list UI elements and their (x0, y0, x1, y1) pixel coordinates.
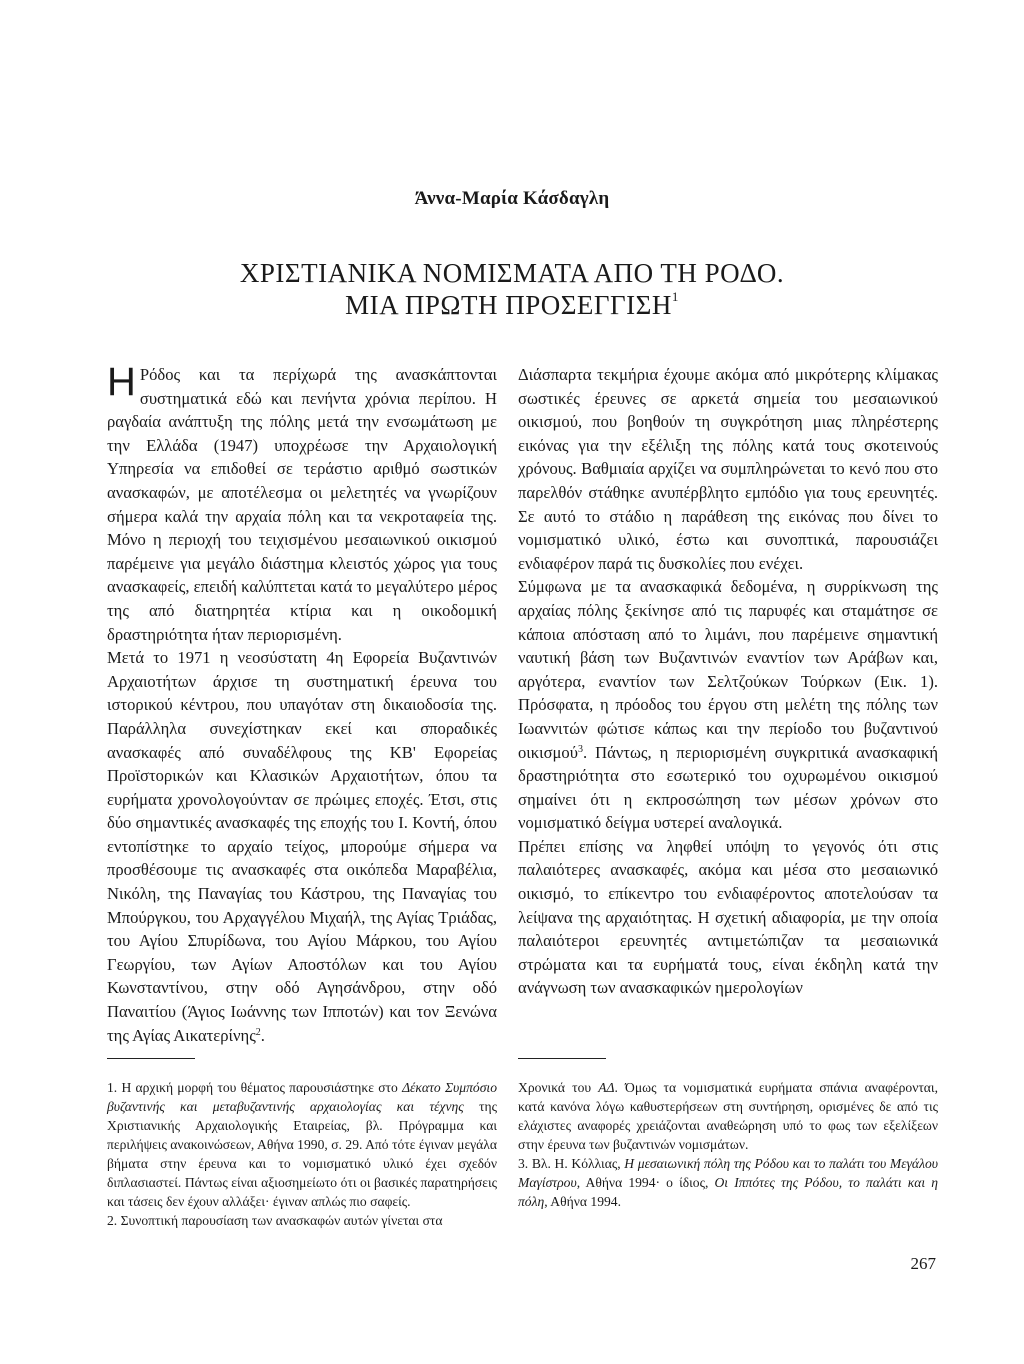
footnotes-right (518, 1078, 938, 1211)
footnote-rule-right (518, 1058, 606, 1059)
page-number: 267 (910, 1254, 936, 1273)
footnote-2-continued (518, 1078, 938, 1154)
right-paragraph-2-text: Σύμφωνα με τα ανασκαφικά δεδομένα, η συρρίκνωση της αρχαίας πόλης ξεκίνησε από τις παρυφές και σταμάτησε σε κάποια απόσταση από το λιμάνι, που παρέμεινε σημαντική ναυτική βάση των Βυζαντινών εναντίον των Αράβων και, αργότερα, εναντίον των Σελτζούκων Τούρκων (Εικ. 1). Πρόσφατα, η πρόοδος του έργου στη μελέτη της πόλης των Ιωαννιτών φώτισε κάπως και την περίοδο του βυζαντινού οικισμού (518, 577, 938, 762)
footnote-rule-left (107, 1058, 195, 1059)
footnote-3-text-a: 3. Βλ. Η. Κόλλιας, (518, 1156, 625, 1171)
author-name: Άννα-Μαρία Κάσδαγλη (414, 188, 610, 209)
right-paragraph-2-end: . Πάντως, η περιορισμένη συγκριτικά ανασκαφική δραστηριότητα στο εσωτερικό του οχυρωμένου οικισμού σημαίνει ότι η εκπροσώπηση των μέσων χρόνων στο νομισματικό δείγμα υστερεί αναλογικά. (518, 742, 938, 833)
left-paragraph-2-text: Μετά το 1971 η νεοσύστατη 4η Εφορεία Βυζαντινών Αρχαιοτήτων άρχισε τη συστηματική έρευνα του ιστορικού κέντρου, που υπαγόταν στη δικαιοδοσία της. Παράλληλα συνεχίστηκαν εκεί και σποραδικές ανασκαφές από συναδέλφους της ΚΒ' Εφορείας Προϊστορικών και Κλασικών Αρχαιοτήτων, όπου τα ευρήματα χρονολογούνταν σε πρώιμες εποχές. Έτσι, στις δύο σημαντικές ανασκαφές της εποχής του Ι. Κοντή, όπου εντοπίστηκε το αρχαίο τείχος, μπορούμε σήμερα να προσθέσουμε τις ανασκαφές στα οικόπεδα Μαραβέλια, Νικόλη, της Παναγίας του Κάστρου, της Παναγίας του Μπούργκου, του Αρχαγγέλου Μιχαήλ, της Αγίας Τριάδας, του Αγίου Σπυρίδωνα, του Αγίου Μάρκου, του Αγίου Γεωργίου, των Αγίων Αποστόλων και του Αγίου Κωνσταντίνου, στην οδό Αγησάνδρου, στην οδό Παναιτίου (Άγιος Ιωάννης των Ιπποτών) και τον Ξενώνα της Αγίας Αικατερίνης (107, 648, 497, 1045)
footnotes-left (107, 1078, 497, 1230)
right-paragraph-3: Πρέπει επίσης να ληφθεί υπόψη το γεγονός ότι στις παλαιότερες ανασκαφές, ακόμα και μέσα στο μεσαιωνικό οικισμό, το επίκεντρο του ενδιαφέροντος αποτελούσαν τα λείψανα της αρχαιότητας. Η σχετική αδιαφορία, με την οποία παλαιότεροι ερευνητές αντιμετώπιζαν τα μεσαιωνικά στρώματα και τα ευρήματά τους, είναι έκδηλη κατά την ανάγνωση των ανασκαφικών ημερολογίων (518, 836, 938, 998)
footnote-1 (107, 1078, 497, 1211)
footnote-2: 2. Συνοπτική παρουσίαση των ανασκαφών αυτών γίνεται στα (107, 1213, 443, 1228)
right-paragraph-2 (518, 575, 938, 835)
left-paragraph-1 (107, 360, 497, 646)
footnote-1-text-a: 1. Η αρχική μορφή του θέματος παρουσιάστηκε στο (107, 1080, 403, 1095)
footnote-3 (518, 1154, 938, 1211)
left-paragraph-2-end: . (260, 1025, 265, 1045)
footnote-3-text-b: , Αθήνα 1994· ο ίδιος, (576, 1175, 715, 1190)
footnote-2-cont-italic: ΑΔ (598, 1080, 615, 1095)
footnote-3-italic-2: Οι Ιππότες της Ρόδου, το παλάτι και η πόλη (518, 1175, 939, 1209)
footnote-3-italic-1: Η μεσαιωνική πόλη της Ρόδου και το παλάτι του Μεγάλου Μαγίστρου (518, 1156, 938, 1190)
drop-cap: Η (107, 360, 136, 404)
title-line-2 (0, 289, 1024, 321)
left-column (107, 360, 497, 1047)
footnote-2-cont-text-b: . Όμως τα νομισματικά ευρήματα σπάνια αναφέρονται, κατά κανόνα λόγω καθυστερήσεων στη συντήρηση, ορισμένες δε από τις ελάχιστες αναφορές χρειάζονται αναθεώρηση υπό το φως των εξελίξεων στην έρευνα των βυζαντινών νομισμάτων. (518, 1080, 938, 1152)
footnote-1-italic: Δέκατο Συμπόσιο βυζαντινής και μεταβυζαντινής αρχαιολογίας και τέχνης (107, 1080, 497, 1114)
title-line-2-text: ΜΙΑ ΠΡΩΤΗ ΠΡΟΣΕΓΓΙΣΗ (345, 290, 672, 320)
footnote-ref-2: 2 (255, 1026, 261, 1038)
right-column (518, 363, 938, 1000)
title-footnote-marker: 1 (671, 289, 679, 304)
footnote-ref-3: 3 (577, 743, 583, 755)
footnote-1-text-b: της Χριστιανικής Αρχαιολογικής Εταιρείας, βλ. Πρόγραμμα και περιλήψεις ανακοινώσεων, Αθήνα 1990, σ. 29. Από τότε έγιναν μεγάλα βήματα στην έρευνα και το νομισματικό υλικό έχει σχεδόν διπλασιαστεί. Πάντως είναι αξιοσημείωτο ότι οι βασικές παρατηρήσεις και τάσεις δεν έχουν αλλάξει· έγιναν απλώς πιο σαφείς. (107, 1099, 497, 1209)
left-paragraph-1-text: Ρόδος και τα περίχωρά της ανασκάπτονται συστηματικά εδώ και πενήντα χρόνια περίπου. Η ραγδαία ανάπτυξη της πόλης μετά την ενσωμάτωση με την Ελλάδα (1947) υποχρέωσε την Αρχαιολογική Υπηρεσία να επιδοθεί σε τεράστιο αριθμό σωστικών ανασκαφών, με αποτέλεσμα οι μελετητές να γνωρίζουν σήμερα καλά την αρχαία πόλη και τα νεκροταφεία της. Μόνο η περιοχή του τειχισμένου μεσαιωνικού οικισμού παρέμεινε για μεγάλο διάστημα κλειστός χώρος για τους ανασκαφείς, επειδή καλύπτεται κατά το μεγαλύτερο μέρος της από διατηρητέα κτίρια και η οικοδομική δραστηριότητα ήταν περιορισμένη. (107, 365, 497, 644)
left-paragraph-2 (107, 646, 497, 1047)
footnote-2-cont-text-a: Χρονικά του (518, 1080, 599, 1095)
article-title (0, 257, 1024, 321)
footnote-3-text-c: , Αθήνα 1994. (544, 1194, 621, 1209)
title-line-1: ΧΡΙΣΤΙΑΝΙΚΑ ΝΟΜΙΣΜΑΤΑ ΑΠΟ ΤΗ ΡΟΔΟ. (239, 258, 785, 288)
right-paragraph-1: Διάσπαρτα τεκμήρια έχουμε ακόμα από μικρότερης κλίμακας σωστικές έρευνες σε αρκετά σημεία του μεσαιωνικού οικισμού, που βοηθούν τη συγκρότηση μιας πληρέστερης εικόνας για την εξέλιξη της πόλης κατά τους σκοτεινούς χρόνους. Βαθμιαία αρχίζει να συμπληρώνεται το κενό που στο παρελθόν στάθηκε ανυπέρβλητο εμπόδιο για τους ερευνητές. Σε αυτό το στάδιο η παράθεση της εικόνας που δίνει το νομισματικό υλικό, έστω και συνοπτικά, παρουσιάζει ενδιαφέρον παρά τις δυσκολίες που ενέχει. (518, 365, 938, 573)
